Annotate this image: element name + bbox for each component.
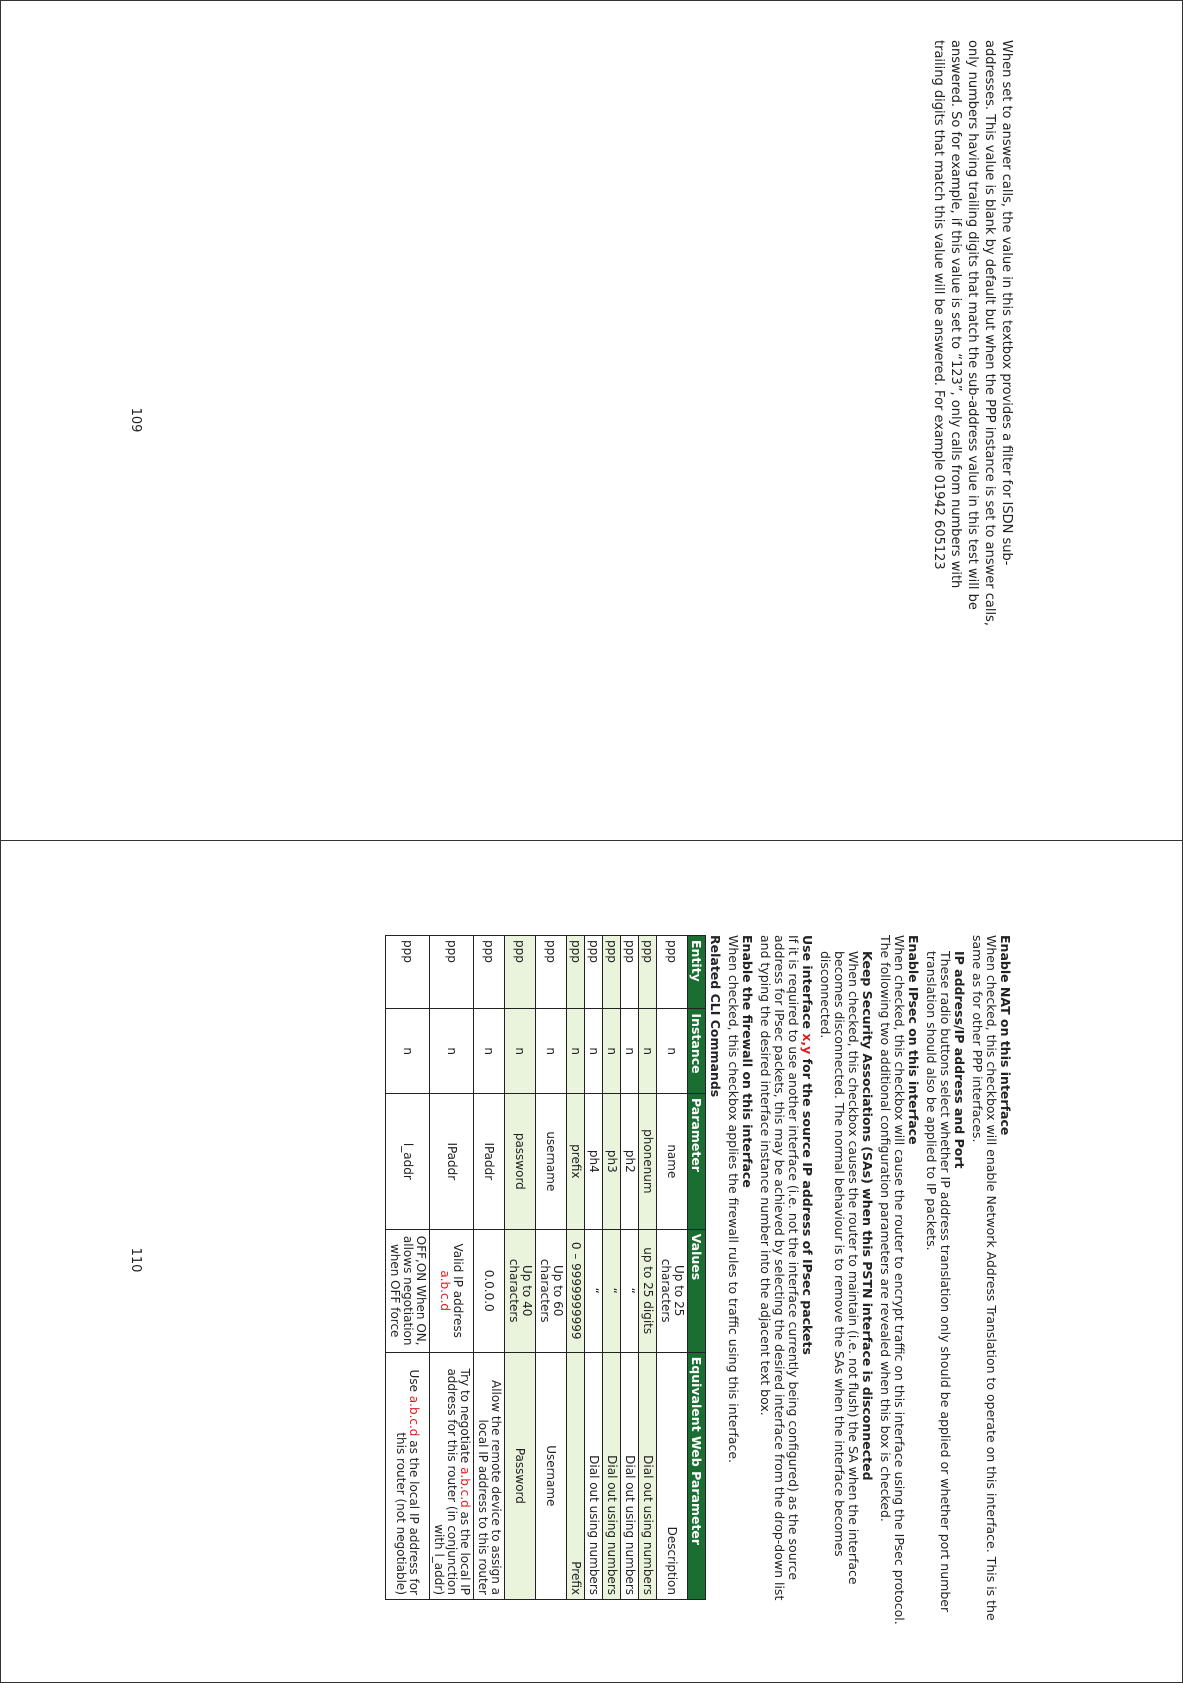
cell-values: 0.0.0.0	[474, 1229, 505, 1352]
cell-parameter: username	[536, 1093, 567, 1229]
page-number-110: 110	[128, 1247, 143, 1273]
page-109-body	[930, 40, 1015, 800]
cell-instance: n	[567, 1009, 585, 1094]
cell-values: Up to 60 characters	[536, 1229, 567, 1352]
cell-parameter: ph2	[621, 1093, 639, 1229]
paragraph-line: addresses. This value is blank by default but when the PPP instance is set to answer calls,	[982, 40, 997, 626]
keep-sa-heading: Keep Security Associations (SAs) when this PSTN interface is disconnected	[860, 951, 875, 1481]
table-row	[657, 936, 688, 1600]
cell-instance: n	[621, 1009, 639, 1094]
cell-parameter: phonenum	[639, 1093, 657, 1229]
cell-values: up to 25 digits	[639, 1229, 657, 1352]
use-interface-heading-pre: Use interface	[800, 935, 815, 1034]
paragraph-line: When set to answer calls, the value in this textbox provides a filter for ISDN sub-	[999, 40, 1014, 566]
use-interface-body: If it is required to use another interface (i.e. not the interface currently being configured) as the source address for IPsec packets, this may be achieved by selecting the desired interface from the drop-down list and typing the desired interface instance number into the adjacent text box.	[758, 935, 801, 1601]
cell-parameter: IPaddr	[430, 1093, 474, 1229]
page-110-body	[385, 935, 1012, 1625]
page-number-109: 109	[128, 407, 143, 433]
cell-parameter: prefix	[567, 1093, 585, 1229]
page-divider	[0, 840, 1183, 841]
cell-web: Dial out using numbers	[585, 1352, 603, 1599]
cell-entity: ppp	[430, 936, 474, 1009]
web-text-pre: Try to negotiate	[458, 1368, 472, 1468]
cli-commands-table	[385, 935, 706, 1600]
paragraph-line: only numbers having trailing digits that match the sub-address value in this test will be	[965, 40, 980, 610]
cell-values: “	[621, 1229, 639, 1352]
use-interface-heading-post: for the source IP address of IPsec packets	[800, 1054, 815, 1355]
cell-parameter: password	[505, 1093, 536, 1229]
values-text: Valid IP address	[451, 1243, 466, 1338]
isdn-filter-paragraph	[930, 40, 1015, 800]
cell-entity: ppp	[585, 936, 603, 1009]
cell-web: Description	[657, 1352, 688, 1599]
cell-values: “	[603, 1229, 621, 1352]
cell-parameter: IPaddr	[474, 1093, 505, 1229]
header-entity: Entity	[688, 936, 706, 1009]
cell-web: Prefix	[567, 1352, 585, 1599]
cell-web: Dial out using numbers	[639, 1352, 657, 1599]
ipaddr-heading: IP address/IP address and Port	[952, 951, 967, 1169]
table-row	[621, 936, 639, 1600]
cell-web: Username	[536, 1352, 567, 1599]
cell-instance: n	[657, 1009, 688, 1094]
firewall-body: When checked, this checkbox applies the firewall rules to traffic using this interface.	[726, 935, 741, 1464]
cell-instance: n	[603, 1009, 621, 1094]
table-row	[567, 936, 585, 1600]
firewall-heading: Enable the firewall on this interface	[740, 935, 755, 1188]
cell-entity: ppp	[386, 936, 430, 1009]
cell-parameter: name	[657, 1093, 688, 1229]
cell-instance: n	[474, 1009, 505, 1094]
cell-values: 0 – 9999999999	[567, 1229, 585, 1352]
use-interface-heading	[800, 935, 814, 1625]
cell-instance: n	[536, 1009, 567, 1094]
cell-web: Allow the remote device to assign a local IP address to this router	[474, 1352, 505, 1599]
cell-entity: ppp	[536, 936, 567, 1009]
cell-web: Dial out using numbers	[621, 1352, 639, 1599]
cell-instance: n	[639, 1009, 657, 1094]
cell-values: OFF,ON When ON, allows negotiation when OFF force	[386, 1229, 430, 1352]
cell-entity: ppp	[505, 936, 536, 1009]
cell-instance: n	[386, 1009, 430, 1094]
header-web-parameter: Equivalent Web Parameter	[688, 1352, 706, 1599]
cell-values	[430, 1229, 474, 1352]
cell-entity: ppp	[474, 936, 505, 1009]
cell-entity: ppp	[567, 936, 585, 1009]
table-row	[505, 936, 536, 1600]
keep-sa-body: When checked, this checkbox causes the router to maintain (i.e. not flush) the SA when the interface becomes disconnected. The normal behaviour is to remove the SAs when the interface becomes disconnected.	[818, 951, 861, 1585]
cell-parameter: ph3	[603, 1093, 621, 1229]
web-text-post: as the local IP address for this router (not negotiable)	[394, 1432, 422, 1595]
cell-entity: ppp	[639, 936, 657, 1009]
use-interface-heading-xy: x,y	[800, 1033, 815, 1055]
cell-entity: ppp	[603, 936, 621, 1009]
ipaddr-body: These radio buttons select whether IP address translation only should be applied or whether port number translation should also be applied to IP packets.	[924, 951, 953, 1613]
cell-instance: n	[505, 1009, 536, 1094]
table-row	[639, 936, 657, 1600]
table-row	[430, 936, 474, 1600]
table-row	[585, 936, 603, 1600]
ipsec-heading: Enable IPsec on this interface	[906, 935, 921, 1145]
nat-body: When checked, this checkbox will enable Network Address Translation to operate on this interface. This is the same as for other PPP interfaces.	[970, 935, 999, 1621]
cell-values: “	[585, 1229, 603, 1352]
web-ip-placeholder: a.b.c.d	[458, 1467, 472, 1508]
cell-parameter: ph4	[585, 1093, 603, 1229]
cell-instance: n	[430, 1009, 474, 1094]
cell-parameter: l_addr	[386, 1093, 430, 1229]
header-parameter: Parameter	[688, 1093, 706, 1229]
web-text-pre: Use	[407, 1369, 422, 1396]
table-header-row	[688, 936, 706, 1600]
cell-web: Password	[505, 1352, 536, 1599]
paragraph-line: answered. So for example, if this value is set to “123”, only calls from numbers with	[948, 40, 963, 589]
cell-entity: ppp	[621, 936, 639, 1009]
web-text-post: as the local IP address for this router (in conjunction with l_addr)	[432, 1368, 472, 1595]
table-row	[386, 936, 430, 1600]
web-ip-placeholder: a.b.c.d	[407, 1395, 422, 1437]
header-instance: Instance	[688, 1009, 706, 1094]
nat-heading: Enable NAT on this interface	[998, 935, 1013, 1136]
paragraph-line: trailing digits that match this value will be answered. For example 01942 605123	[931, 40, 946, 570]
header-values: Values	[688, 1229, 706, 1352]
values-ip-placeholder: a.b.c.d	[438, 1270, 453, 1312]
cell-values: Up to 25 characters	[657, 1229, 688, 1352]
cell-web	[386, 1352, 430, 1599]
ipsec-body: When checked, this checkbox will cause the router to encrypt traffic on this interface using the IPsec protocol. The following two additional configuration parameters are revealed when this box is checked.	[878, 935, 907, 1625]
cell-entity: ppp	[657, 936, 688, 1009]
cell-web	[430, 1352, 474, 1599]
table-row	[474, 936, 505, 1600]
table-row	[536, 936, 567, 1600]
table-row	[603, 936, 621, 1600]
cell-instance: n	[585, 1009, 603, 1094]
cell-values: Up to 40 characters	[505, 1229, 536, 1352]
cli-heading: Related CLI Commands	[708, 935, 723, 1098]
cell-web: Dial out using numbers	[603, 1352, 621, 1599]
